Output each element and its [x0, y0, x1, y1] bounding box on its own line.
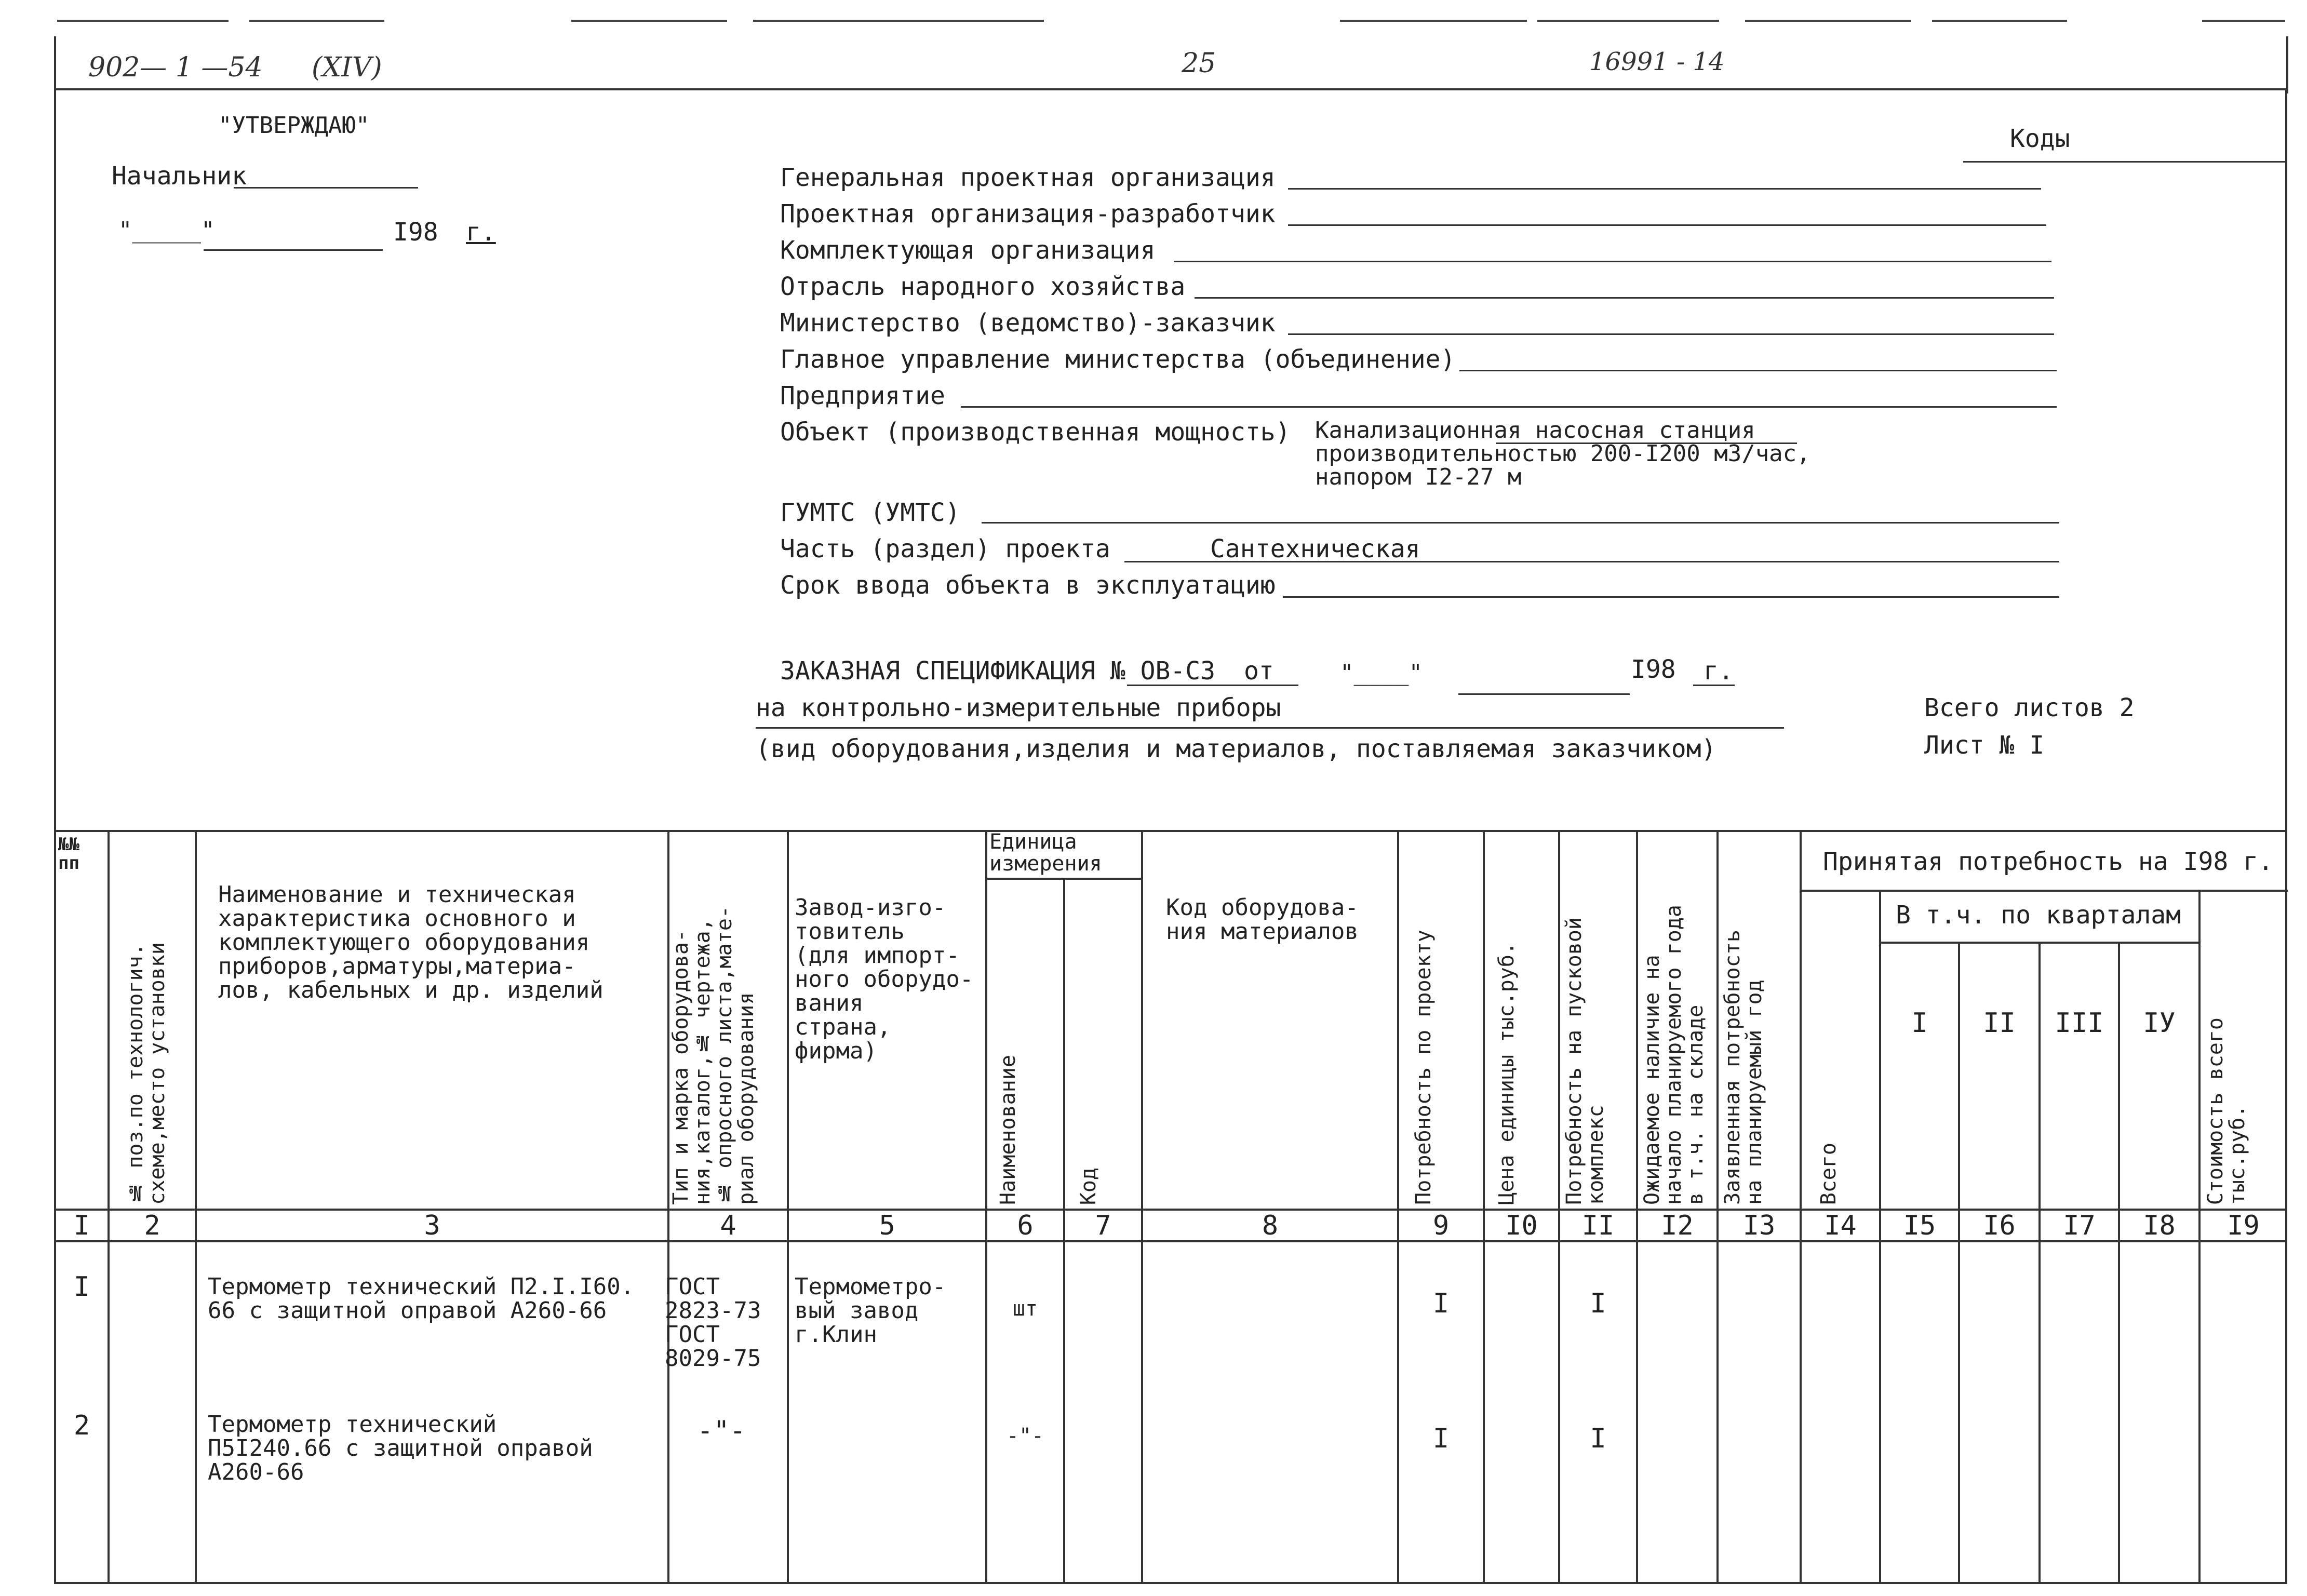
row-type: -"-: [697, 1415, 746, 1446]
row-unit: -"-: [1006, 1424, 1044, 1448]
row-design-need: I: [1432, 1288, 1450, 1319]
header-position-text: № поз.по технологич. схеме,место установки: [124, 942, 169, 1205]
object-line-2: производительностью 200-I200 м3/час,: [1315, 440, 1810, 467]
field-object-label: Объект (производственная мощность): [780, 418, 1291, 447]
header-row-no: №№ пп: [58, 834, 79, 874]
field-general-org: Генеральная проектная организация: [780, 163, 1276, 192]
col-number: I7: [2063, 1210, 2096, 1241]
field-part-label: Часть (раздел) проекта: [780, 534, 1110, 564]
header-unit-group: Единица измерения: [989, 830, 1102, 876]
header-position: [125, 862, 192, 1205]
col-divider: [1636, 830, 1638, 1584]
field-line: [1195, 297, 2054, 299]
approval-year-suffix: г.: [466, 218, 496, 247]
col-number: 7: [1095, 1210, 1111, 1241]
spec-subject-line: [756, 727, 1784, 729]
field-line: [1124, 561, 2059, 562]
header-total: [1818, 1091, 1865, 1205]
col-divider: [1716, 830, 1719, 1584]
approval-year: I98: [393, 218, 438, 247]
field-gumts: ГУМТС (УМТС): [780, 498, 960, 527]
field-design-org: Проектная организация-разработчик: [780, 199, 1276, 229]
header-maker: Завод-изго- товитель (для импорт- ного оборудо- вания страна, фирма): [795, 894, 974, 1064]
row-name: Термометр технический П5I240.66 с защитной оправой А260-66: [208, 1411, 593, 1485]
field-line: [1288, 188, 2041, 190]
col-divider: [1558, 830, 1560, 1584]
header-q1: I: [1911, 1008, 1928, 1039]
header-q3: III: [2055, 1008, 2104, 1039]
col-divider: [985, 830, 987, 1584]
top-dash: [1745, 20, 1911, 22]
col-divider: [1800, 830, 1802, 1584]
header-expected: [1641, 835, 1714, 1205]
accepted-group-line: [1800, 890, 2288, 892]
header-name: Наименование и техническая характеристика основного и комплектующего оборудования приборов,арматуры,материа- лов, кабельных и др. изделий: [218, 881, 603, 1003]
row-design-need: I: [1432, 1423, 1450, 1454]
top-dash: [1932, 20, 2067, 22]
object-underline: [1496, 442, 1797, 444]
col-divider: [1141, 830, 1143, 1584]
col-number: I8: [2143, 1210, 2176, 1241]
field-ministry: Министерство (ведомство)-заказчик: [780, 309, 1276, 338]
col-number: 6: [1017, 1210, 1034, 1241]
series-code: 902— 1 —54: [88, 52, 263, 83]
approval-day-quotes: "_____": [118, 217, 215, 244]
col-number: I5: [1903, 1210, 1936, 1241]
field-line: [1459, 370, 2057, 371]
col-number: 5: [879, 1210, 895, 1241]
header-accepted-group: Принятая потребность на I98 г.: [1823, 847, 2273, 876]
col-number: II: [1581, 1210, 1615, 1241]
row-maker: Термометро- вый завод г.Клин: [795, 1273, 946, 1348]
field-line: [961, 406, 2057, 408]
col-divider: [195, 830, 197, 1584]
sheet-number: Лист № I: [1924, 731, 2045, 760]
header-expected-text: Ожидаемое наличие на начало планируемого года в т.ч. на складе: [1640, 905, 1708, 1205]
codes-label: Коды: [2010, 124, 2070, 153]
header-type: [670, 835, 784, 1205]
approval-month-line: [204, 249, 383, 251]
strip-left-edge: [54, 36, 56, 93]
col-number: I: [73, 1210, 90, 1241]
col-number: 8: [1262, 1210, 1279, 1241]
top-dash: [753, 20, 1044, 22]
col-number: 3: [424, 1210, 440, 1241]
top-dash: [2202, 20, 2285, 22]
header-unit-price-text: Цена единицы тыс.руб.: [1495, 942, 1519, 1205]
object-line-1: Канализационная насосная станция: [1315, 417, 1755, 444]
col-number: 4: [720, 1210, 736, 1241]
row-unit: шт: [1012, 1297, 1038, 1321]
chief-signature-line: [234, 187, 418, 189]
spec-month-line: [1458, 693, 1630, 695]
row-type: ГОСТ 2823-73 ГОСТ 8029-75: [665, 1273, 761, 1372]
chief-label: Начальник: [112, 162, 247, 191]
field-part-value: Сантехническая: [1210, 534, 1420, 564]
col-number: I0: [1505, 1210, 1538, 1241]
page-number: 25: [1182, 48, 1216, 79]
spec-year-line: [1693, 685, 1735, 686]
table-top-line: [54, 830, 2287, 832]
header-equipment-code: Код оборудова- ния материалов: [1166, 894, 1359, 945]
col-number: 2: [144, 1210, 160, 1241]
row-start-need: I: [1590, 1288, 1606, 1319]
header-unit-code: [1078, 1091, 1124, 1205]
row-start-need: I: [1590, 1423, 1606, 1454]
strip-right-edge: [2286, 36, 2288, 93]
header-design-need: [1413, 862, 1470, 1205]
top-dash: [57, 20, 229, 22]
header-start-need: [1563, 835, 1631, 1205]
header-cost: [2205, 935, 2283, 1205]
document-number: 16991 - 14: [1589, 47, 1725, 76]
field-industry: Отрасль народного хозяйства: [780, 272, 1186, 301]
object-line-3: напором I2-27 м: [1315, 464, 1522, 490]
header-unit-price: [1496, 862, 1548, 1205]
spec-year: I98: [1631, 655, 1676, 684]
top-dash: [249, 20, 384, 22]
field-enterprise: Предприятие: [780, 381, 945, 410]
header-unit-name: [997, 987, 1054, 1205]
spec-from: от: [1244, 656, 1274, 686]
header-declared: [1722, 852, 1794, 1205]
total-sheets: Всего листов 2: [1924, 693, 2135, 722]
top-dash: [571, 20, 727, 22]
top-dash: [1340, 20, 1527, 22]
header-q4: IУ: [2143, 1008, 2176, 1039]
header-unit-name-text: Наименование: [996, 1055, 1020, 1205]
field-line: [1288, 224, 2046, 226]
spec-year-suffix: г.: [1704, 656, 1734, 686]
spec-number-line: [1127, 685, 1298, 686]
row-number: I: [73, 1271, 90, 1303]
header-declared-text: Заявленная потребность на планируемый год: [1721, 930, 1766, 1205]
spec-title: ЗАКАЗНАЯ СПЕЦИФИКАЦИЯ № ОВ-СЗ: [780, 656, 1216, 686]
header-type-text: Тип и марка оборудова- ния,каталог,№ чертежа, № опросного листа,мате- риал оборудования: [669, 906, 758, 1205]
field-line: [1288, 333, 2054, 335]
field-deadline: Срок ввода объекта в эксплуатацию: [780, 571, 1276, 600]
col-divider: [1397, 830, 1399, 1584]
header-q2: II: [1983, 1008, 2016, 1039]
col-divider: [787, 830, 789, 1584]
spec-subject: на контрольно-измерительные приборы: [756, 693, 1281, 722]
row-number: 2: [73, 1410, 90, 1441]
col-number: I4: [1824, 1210, 1857, 1241]
row-name: Термометр технический П2.I.I60. 66 с защитной оправой А260-66: [208, 1273, 635, 1324]
approval-stamp: "УТВЕРЖДАЮ": [218, 112, 370, 139]
col-number: I9: [2227, 1210, 2260, 1241]
field-line: [1174, 261, 2051, 262]
header-cost-text: Стоимость всего тыс.руб.: [2204, 1017, 2249, 1205]
header-start-need-text: Потребность на пусковой комплекс: [1562, 917, 1608, 1205]
field-line: [982, 522, 2059, 524]
top-dash: [1537, 20, 1719, 22]
field-complete-org: Комплектующая организация: [780, 236, 1156, 265]
spec-note: (вид оборудования,изделия и материалов, поставляемая заказчиком): [756, 734, 1716, 763]
col-divider: [1483, 830, 1485, 1584]
header-design-need-text: Потребность по проекту: [1412, 930, 1436, 1205]
field-line: [1283, 596, 2059, 598]
col-number: 9: [1432, 1210, 1450, 1241]
header-quarter-group: В т.ч. по кварталам: [1896, 901, 2181, 930]
header-total-text: Всего: [1817, 1142, 1841, 1205]
codes-line: [1963, 161, 2285, 163]
col-number: I2: [1661, 1210, 1694, 1241]
header-unit-code-text: Код: [1077, 1167, 1101, 1205]
roman-part: (XIV): [312, 52, 382, 83]
field-main-dept: Главное управление министерства (объединение): [780, 345, 1456, 374]
spec-quotes: "____": [1340, 660, 1423, 686]
col-number: I6: [1983, 1210, 2016, 1241]
col-number: I3: [1742, 1210, 1776, 1241]
col-divider: [108, 830, 110, 1584]
